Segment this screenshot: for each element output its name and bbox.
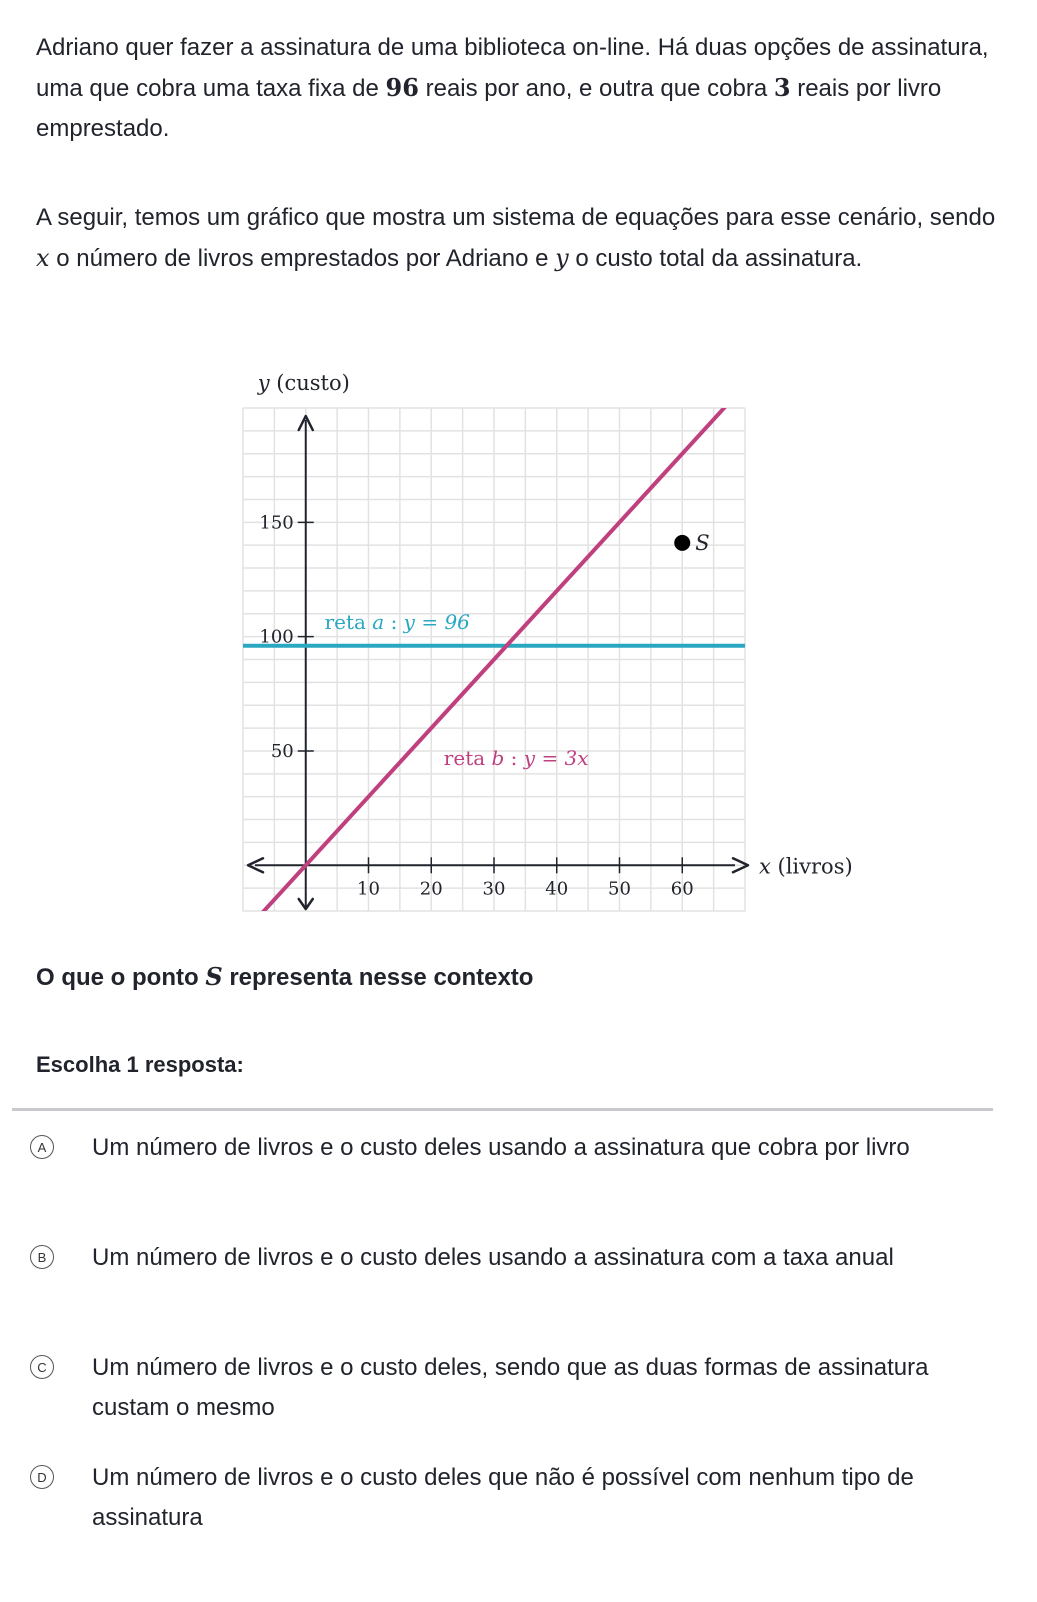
option-a[interactable]	[30, 1128, 990, 1168]
y-axis-label: y (custo)	[257, 371, 350, 395]
line-a-label: reta a : y = 96	[324, 609, 470, 634]
y-tick-label: 150	[259, 512, 294, 534]
option-c-text: Um número de livros e o custo deles, sendo que as duas formas de assinatura custam o mesmo	[92, 1354, 929, 1421]
x-tick-label: 40	[545, 878, 569, 900]
answer-instruction: Escolha 1 resposta:	[36, 1052, 244, 1077]
option-a-radio-icon[interactable]: A	[30, 1135, 54, 1159]
option-a-text: Um número de livros e o custo deles usando a assinatura que cobra por livro	[92, 1134, 910, 1161]
x-tick-label: 20	[419, 878, 443, 900]
x-axis-label: x (livros)	[759, 854, 853, 879]
intro-text-2b: o número de livros emprestados por Adriano e	[49, 245, 556, 272]
intro-text-1c: reais por livro emprestado.	[36, 75, 942, 142]
per-book-fee-value: 3	[773, 73, 791, 102]
line-b-label: reta b : y = 3x	[443, 745, 589, 770]
question-point-name: S	[205, 962, 223, 991]
intro-text-1b: reais por ano, e outra que cobra	[418, 75, 774, 102]
fixed-fee-value: 96	[385, 73, 419, 102]
y-tick-label: 50	[270, 740, 294, 762]
intro-text-2a: A seguir, temos um gráfico que mostra um sistema de equações para esse cenário, sendo	[36, 204, 996, 231]
intro-text-1a: Adriano quer fazer a assinatura de uma biblioteca on-line. Há duas opções de assinatura, uma que cobra uma taxa fixa de	[36, 34, 989, 102]
x-tick-label: 30	[482, 878, 506, 900]
question-text	[36, 962, 533, 992]
option-b[interactable]	[30, 1238, 990, 1278]
point-S-label: S	[695, 530, 710, 555]
question-text-after: representa nesse contexto	[222, 964, 534, 991]
y-tick-label: 100	[259, 626, 294, 648]
x-tick-label: 10	[357, 878, 380, 900]
x-tick-label: 60	[670, 878, 694, 900]
option-b-text: Um número de livros e o custo deles usando a assinatura com a taxa anual	[92, 1244, 894, 1271]
option-c[interactable]	[30, 1348, 990, 1428]
variable-y: y	[555, 244, 569, 272]
option-c-radio-icon[interactable]: C	[30, 1355, 54, 1379]
point-S	[674, 535, 690, 551]
option-d[interactable]	[30, 1458, 990, 1538]
option-d-text: Um número de livros e o custo deles que não é possível com nenhum tipo de assinatura	[92, 1464, 914, 1531]
option-d-radio-icon[interactable]: D	[30, 1465, 54, 1489]
intro-text-2c: o custo total da assinatura.	[568, 245, 863, 272]
variable-x: x	[36, 244, 50, 272]
option-b-radio-icon[interactable]: B	[30, 1245, 54, 1269]
question-text-before: O que o ponto	[36, 964, 206, 991]
x-tick-label: 50	[608, 878, 631, 900]
divider	[12, 1108, 993, 1111]
